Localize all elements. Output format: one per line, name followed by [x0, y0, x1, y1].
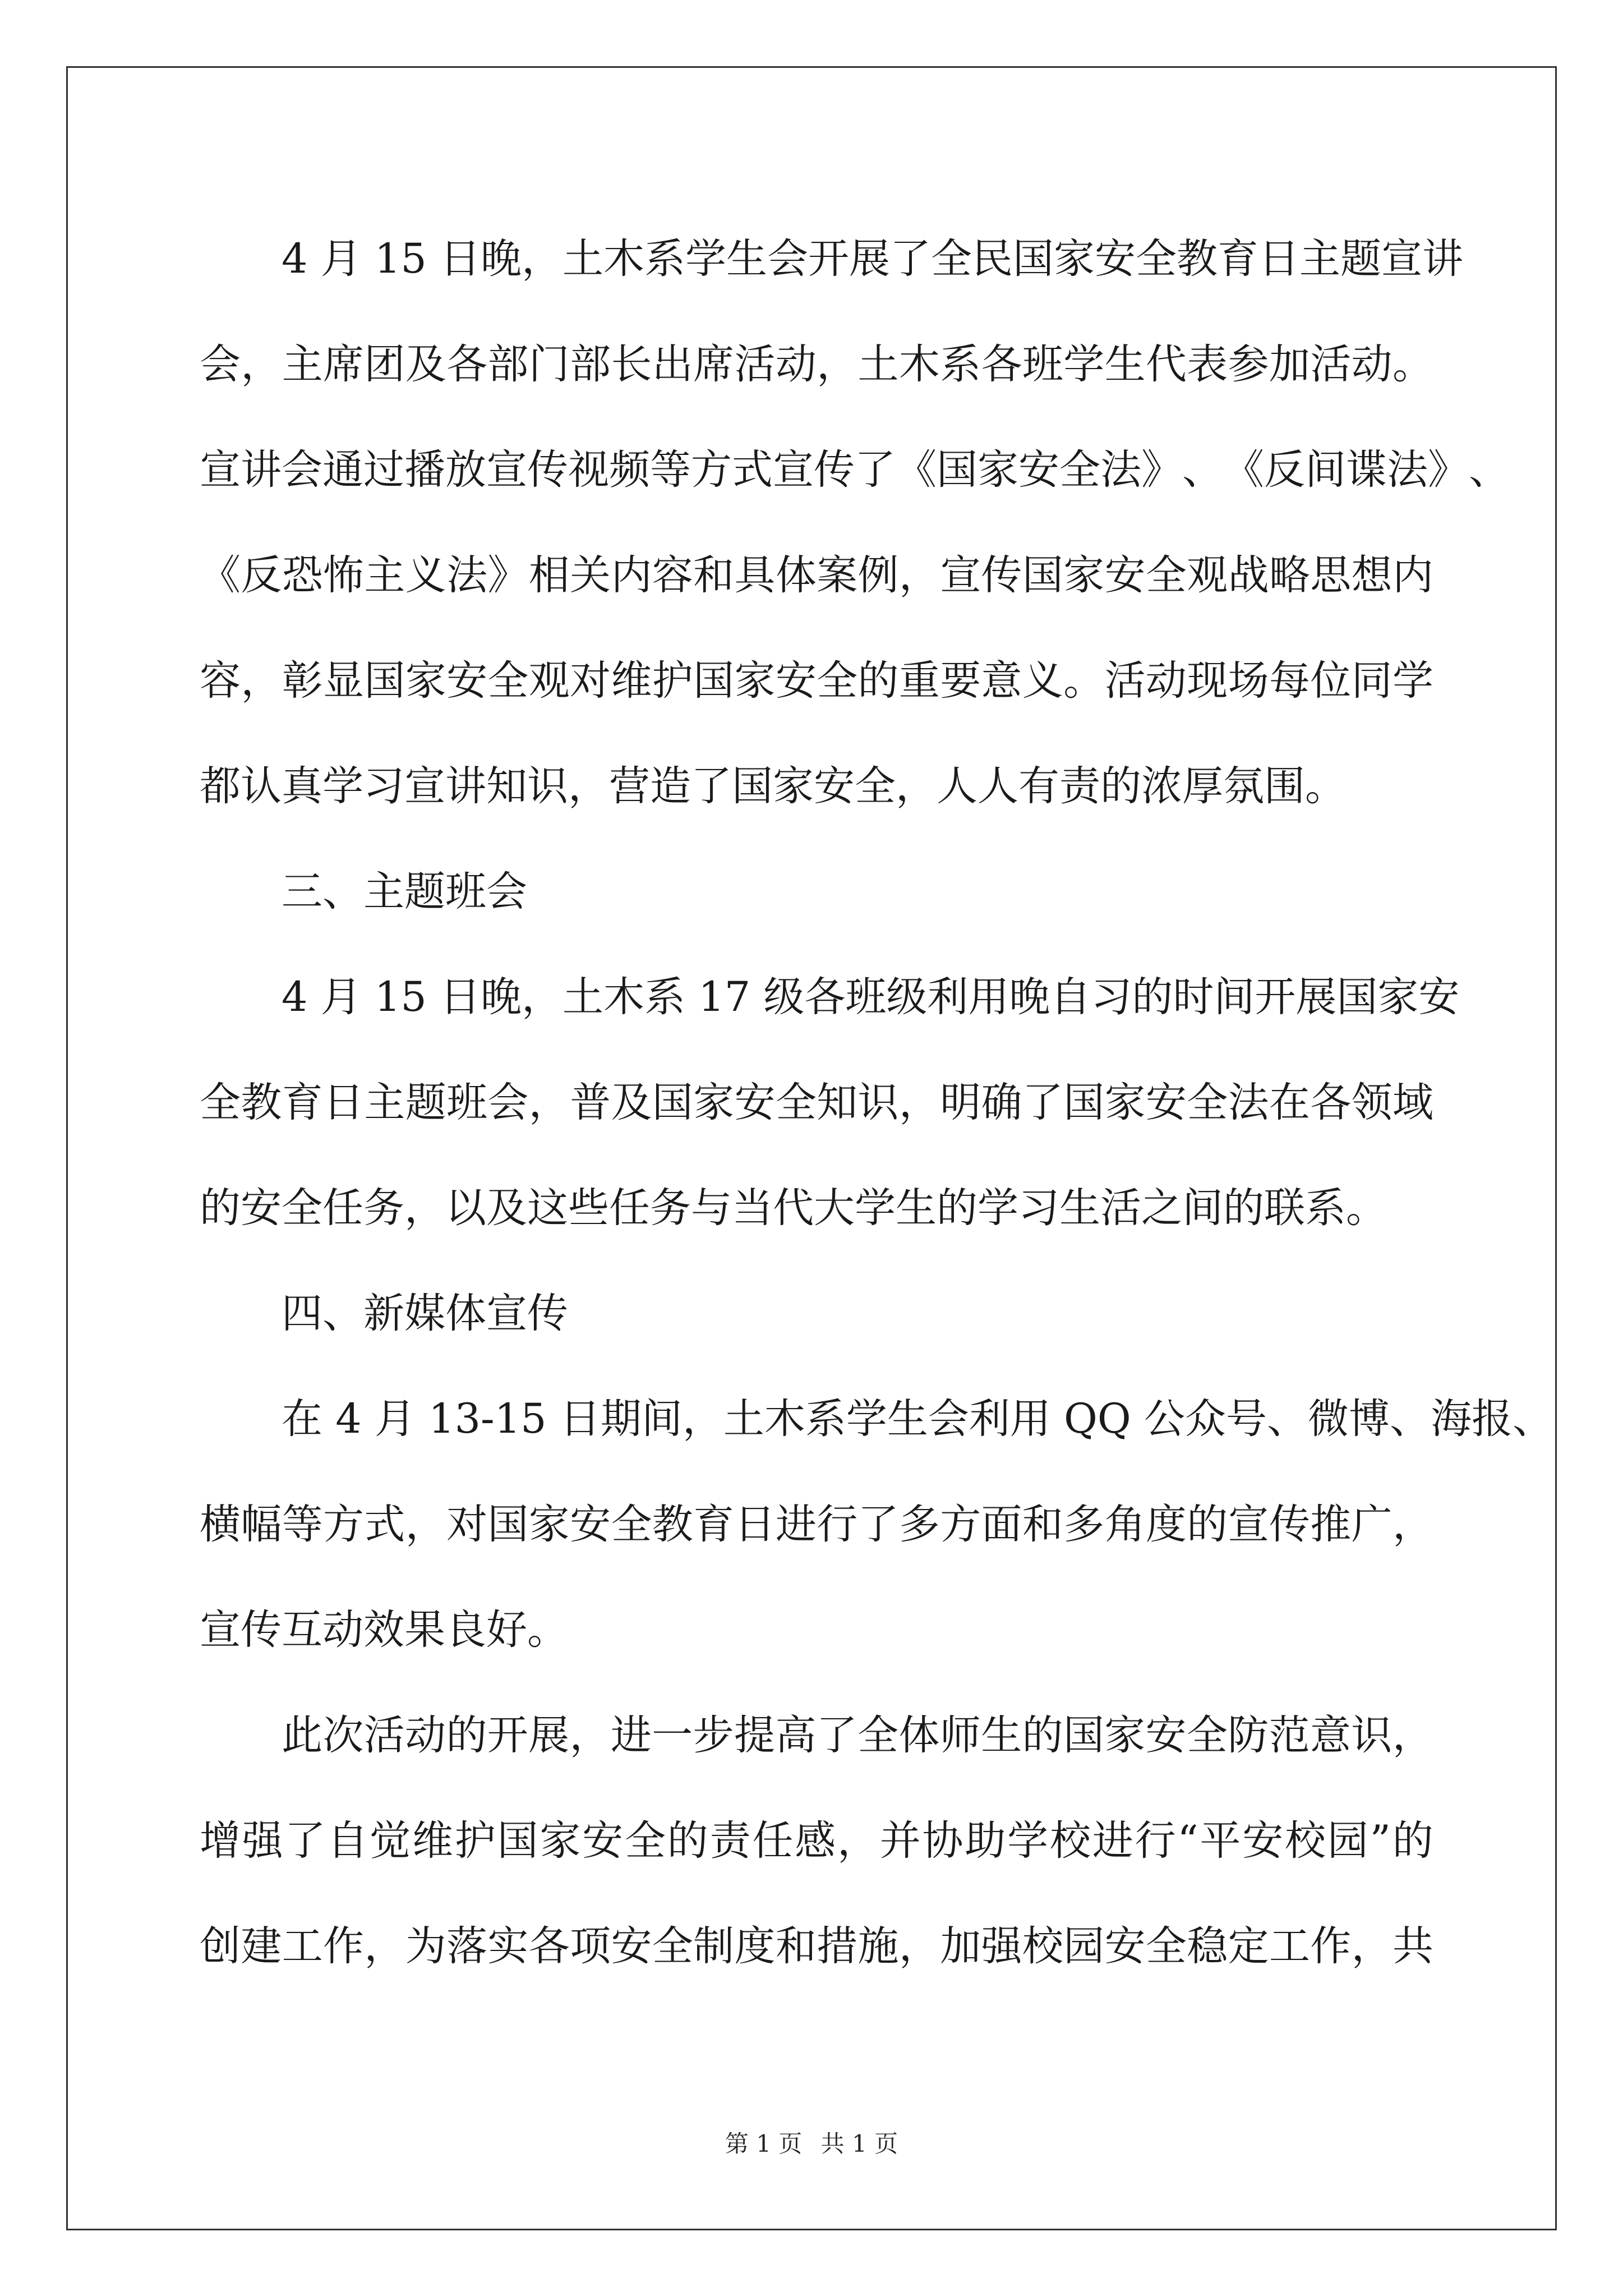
- text-line: 横 幅 等 方 式 ， 对 国 家 安 全 教 育 日 进 行 了 多 方 面 和 多 角 度 的 宣 传 推 广 ，: [200, 1501, 1433, 1548]
- section-heading: 四、新媒体宣传: [282, 1290, 568, 1337]
- page-total: 共 1 页: [820, 2130, 898, 2157]
- text-line: 容 ， 彰 显 国 家 安 全 观 对 维 护 国 家 安 全 的 重 要 意 义 。 活 动 现 场 每 位 同 学: [200, 657, 1433, 705]
- text-line: 《 反 恐 怖 主 义 法 》 相 关 内 容 和 具 体 案 例 ， 宣 传 国 家 安 全 观 战 略 思 想 内: [200, 551, 1433, 599]
- text-line: 的安全任务，以及这些任务与当代大学生的学习生活之间的联系。: [200, 1184, 1387, 1232]
- text-line: 宣 讲 会 通 过 播 放 宣 传 视 频 等 方 式 宣 传 了 《 国 家 安 全 法 》 、 《 反 间 谍 法 》 、: [200, 446, 1510, 494]
- text-line: 全 教 育 日 主 题 班 会 ， 普 及 国 家 安 全 知 识 ， 明 确 了 国 家 安 全 法 在 各 领 域: [200, 1079, 1433, 1126]
- text-line: 在 4 月 1 3 - 1 5 日 期 间 ， 土 木 系 学 生 会 利 用 Q Q 公 众 号 、 微 博 、 海 报 、: [282, 1395, 1553, 1443]
- text-line: 4 月 1 5 日 晚 ， 土 木 系 学 生 会 开 展 了 全 民 国 家 安 全 教 育 日 主 题 宣 讲: [282, 235, 1464, 283]
- text-line: 4 月 1 5 日 晚 ， 土 木 系 1 7 级 各 班 级 利 用 晚 自 习 的 时 间 开 展 国 家 安: [282, 973, 1460, 1021]
- text-line: 宣传互动效果良好。: [200, 1606, 568, 1654]
- section-heading: 三、主题班会: [282, 868, 527, 915]
- text-line: 增 强 了 自 觉 维 护 国 家 安 全 的 责 任 感 ， 并 协 助 学 校 进 行 “ 平 安 校 园 ” 的: [200, 1817, 1433, 1865]
- text-line: 创 建 工 作 ， 为 落 实 各 项 安 全 制 度 和 措 施 ， 加 强 校 园 安 全 稳 定 工 作 ， 共: [200, 1922, 1433, 1970]
- text-line: 此 次 活 动 的 开 展 ， 进 一 步 提 高 了 全 体 师 生 的 国 家 安 全 防 范 意 识 ，: [282, 1711, 1433, 1759]
- page-number: 第 1 页: [725, 2130, 803, 2157]
- page-footer: [0, 2127, 1623, 2161]
- document-body: [200, 206, 1553, 1999]
- text-line: 都认真学习宣讲知识，营造了国家安全，人人有责的浓厚氛围。: [200, 762, 1346, 810]
- text-line: 会 ， 主 席 团 及 各 部 门 部 长 出 席 活 动 ， 土 木 系 各 班 学 生 代 表 参 加 活 动 。: [200, 341, 1433, 388]
